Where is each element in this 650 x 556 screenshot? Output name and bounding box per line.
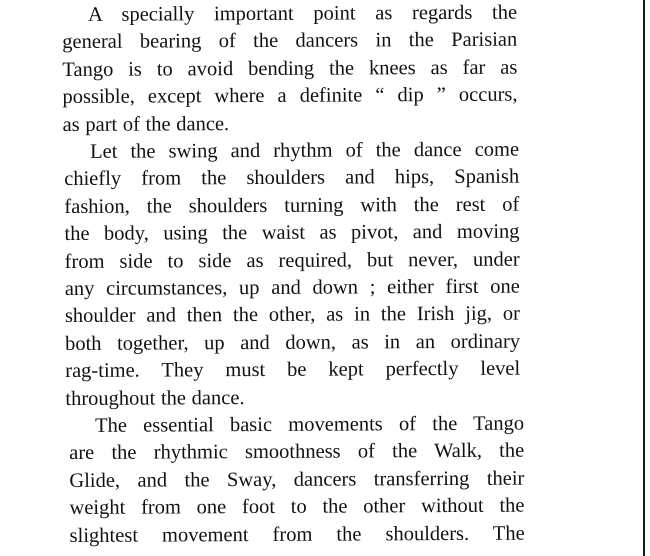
text-line: shoulder and then the other, as in the Irish jig, or [64, 303, 520, 328]
text-line: Tango is to avoid bending the knees as far as [62, 56, 518, 81]
text-line: Let the swing and rhythm of the dance come [90, 138, 520, 163]
text-line: weight from one foot to the other without the [69, 494, 525, 520]
text-line: throughout the dance. [65, 386, 245, 410]
paragraph-swing-and-rhythm [64, 137, 520, 413]
text-line: The essential basic movements of the Tango [95, 412, 525, 437]
text-line: any circumstances, up and down ; either first one [64, 275, 520, 301]
text-line: fashion, the shoulders turning with the rest of [64, 193, 520, 218]
text-line: both together, up and down, as in an ordinary [65, 330, 521, 355]
text-line: as part of the dance. [62, 112, 230, 136]
paragraph-basic-movements [69, 411, 525, 550]
text-line: A specially important point as regards the [88, 1, 518, 26]
text-line: general bearing of the dancers in the Parisian [62, 29, 518, 54]
text-line: from side to side as required, but never, under [64, 248, 520, 273]
text-line: rag-time. They must be kept perfectly level [65, 357, 521, 383]
text-line: chiefly from the shoulders and hips, Spanish [64, 166, 520, 191]
paragraph-posture [62, 0, 518, 139]
text-line: the body, using the waist as pivot, and moving [64, 220, 520, 246]
text-line: slightest movement from the shoulders. The [69, 522, 525, 547]
page-edge-rule [643, 0, 645, 556]
text-line: Glide, and the Sway, dancers transferring their [69, 467, 525, 492]
text-line: are the rhythmic smoothness of the Walk, the [69, 440, 525, 465]
text-line: possible, except where a definite “ dip ” occurs, [62, 83, 518, 109]
